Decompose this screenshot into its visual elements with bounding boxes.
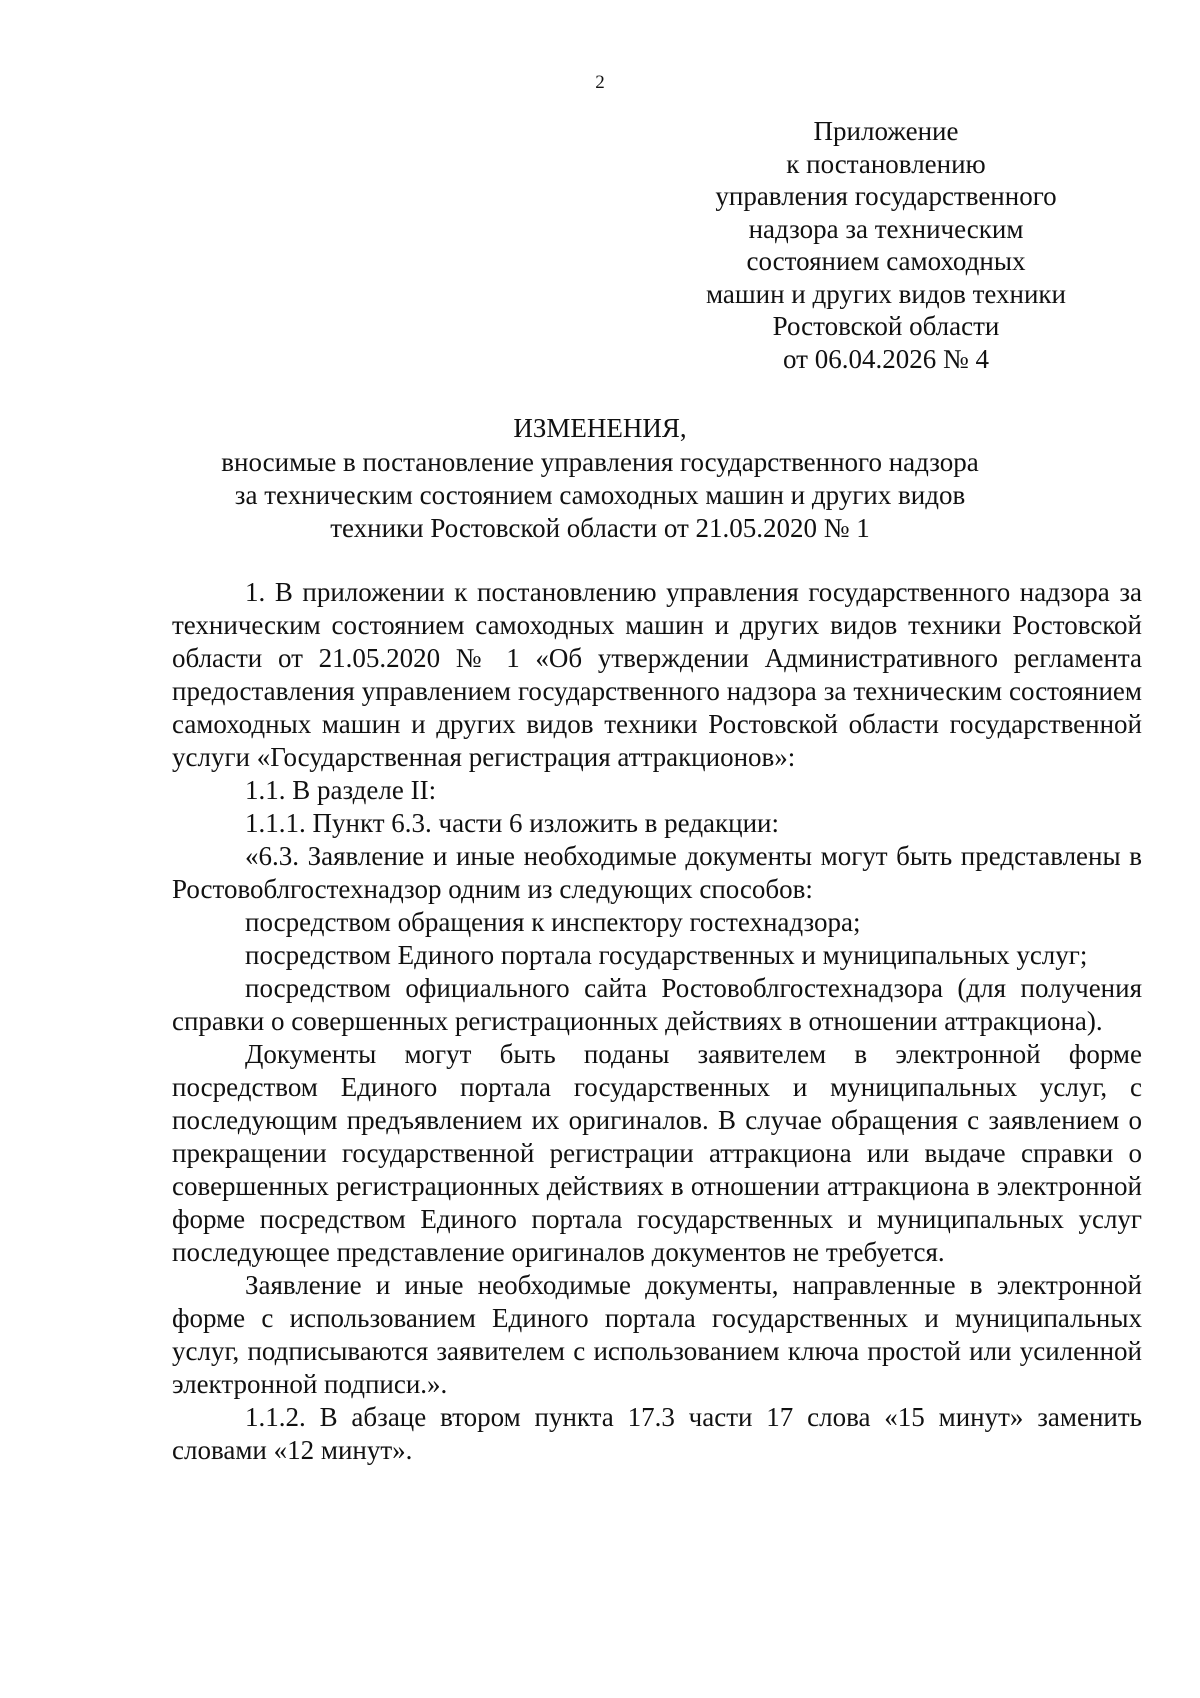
document-subtitle-line: вносимые в постановление управления государственного надзора xyxy=(221,447,979,477)
appendix-line: к постановлению xyxy=(786,148,986,179)
body-paragraph: 1. В приложении к постановлению управления государственного надзора за техническим состоянием самоходных машин и других видов техники Ростовской области от 21.05.2020 № 1 «Об утверждении Административного регламента предоставления управлением государственного надзора за техническим состоянием самоходных машин и других видов техники Ростовской области государственной услуги «Государственная регистрация аттракционов»: xyxy=(172,577,1142,772)
body-paragraph: 1.1. В разделе II: xyxy=(245,775,437,805)
document-title-block xyxy=(0,412,1200,545)
body-paragraph: посредством обращения к инспектору гостехнадзора; xyxy=(245,907,861,937)
appendix-line: надзора за техническим xyxy=(748,213,1024,244)
appendix-line: Приложение xyxy=(813,116,959,146)
body-paragraph: 1.1.2. В абзаце втором пункта 17.3 части 17 слова «15 минут» заменить словами «12 минут». xyxy=(172,1402,1142,1465)
appendix-block xyxy=(700,115,1072,375)
document-subtitle-line: за техническим состоянием самоходных машин и других видов xyxy=(234,480,966,510)
document-title: ИЗМЕНЕНИЯ, xyxy=(513,413,687,443)
body-paragraph: «6.3. Заявление и иные необходимые документы могут быть представлены в Ростовоблгостехнадзор одним из следующих способов: xyxy=(172,841,1142,904)
appendix-line: Ростовской области xyxy=(772,311,1000,341)
document-body xyxy=(172,576,1142,1467)
body-paragraph: посредством Единого портала государственных и муниципальных услуг; xyxy=(245,940,1088,970)
body-paragraph: посредством официального сайта Ростовоблгостехнадзора (для получения справки о совершенных регистрационных действиях в отношении аттракциона). xyxy=(172,973,1142,1036)
body-paragraph: 1.1.1. Пункт 6.3. части 6 изложить в редакции: xyxy=(245,808,780,838)
body-paragraph: Заявление и иные необходимые документы, направленные в электронной форме с использованием Единого портала государственных и муниципальных услуг, подписываются заявителем с использованием ключа простой или усиленной электронной подписи.». xyxy=(172,1270,1142,1399)
appendix-line: от 06.04.2026 № 4 xyxy=(783,343,989,374)
appendix-line: управления государственного xyxy=(715,181,1057,211)
page-number: 2 xyxy=(595,72,605,93)
body-paragraph: Документы могут быть поданы заявителем в электронной форме посредством Единого портала государственных и муниципальных услуг, с последующим предъявлением их оригиналов. В случае обращения с заявлением о прекращении государственной регистрации аттракциона или выдаче справки о совершенных регистрационных действиях в отношении аттракциона в электронной форме посредством Единого портала государственных и муниципальных услуг последующее представление оригиналов документов не требуется. xyxy=(172,1039,1142,1267)
document-subtitle-line: техники Ростовской области от 21.05.2020 № 1 xyxy=(330,513,870,543)
appendix-line: машин и других видов техники xyxy=(705,278,1066,309)
appendix-line: состоянием самоходных xyxy=(746,246,1026,276)
